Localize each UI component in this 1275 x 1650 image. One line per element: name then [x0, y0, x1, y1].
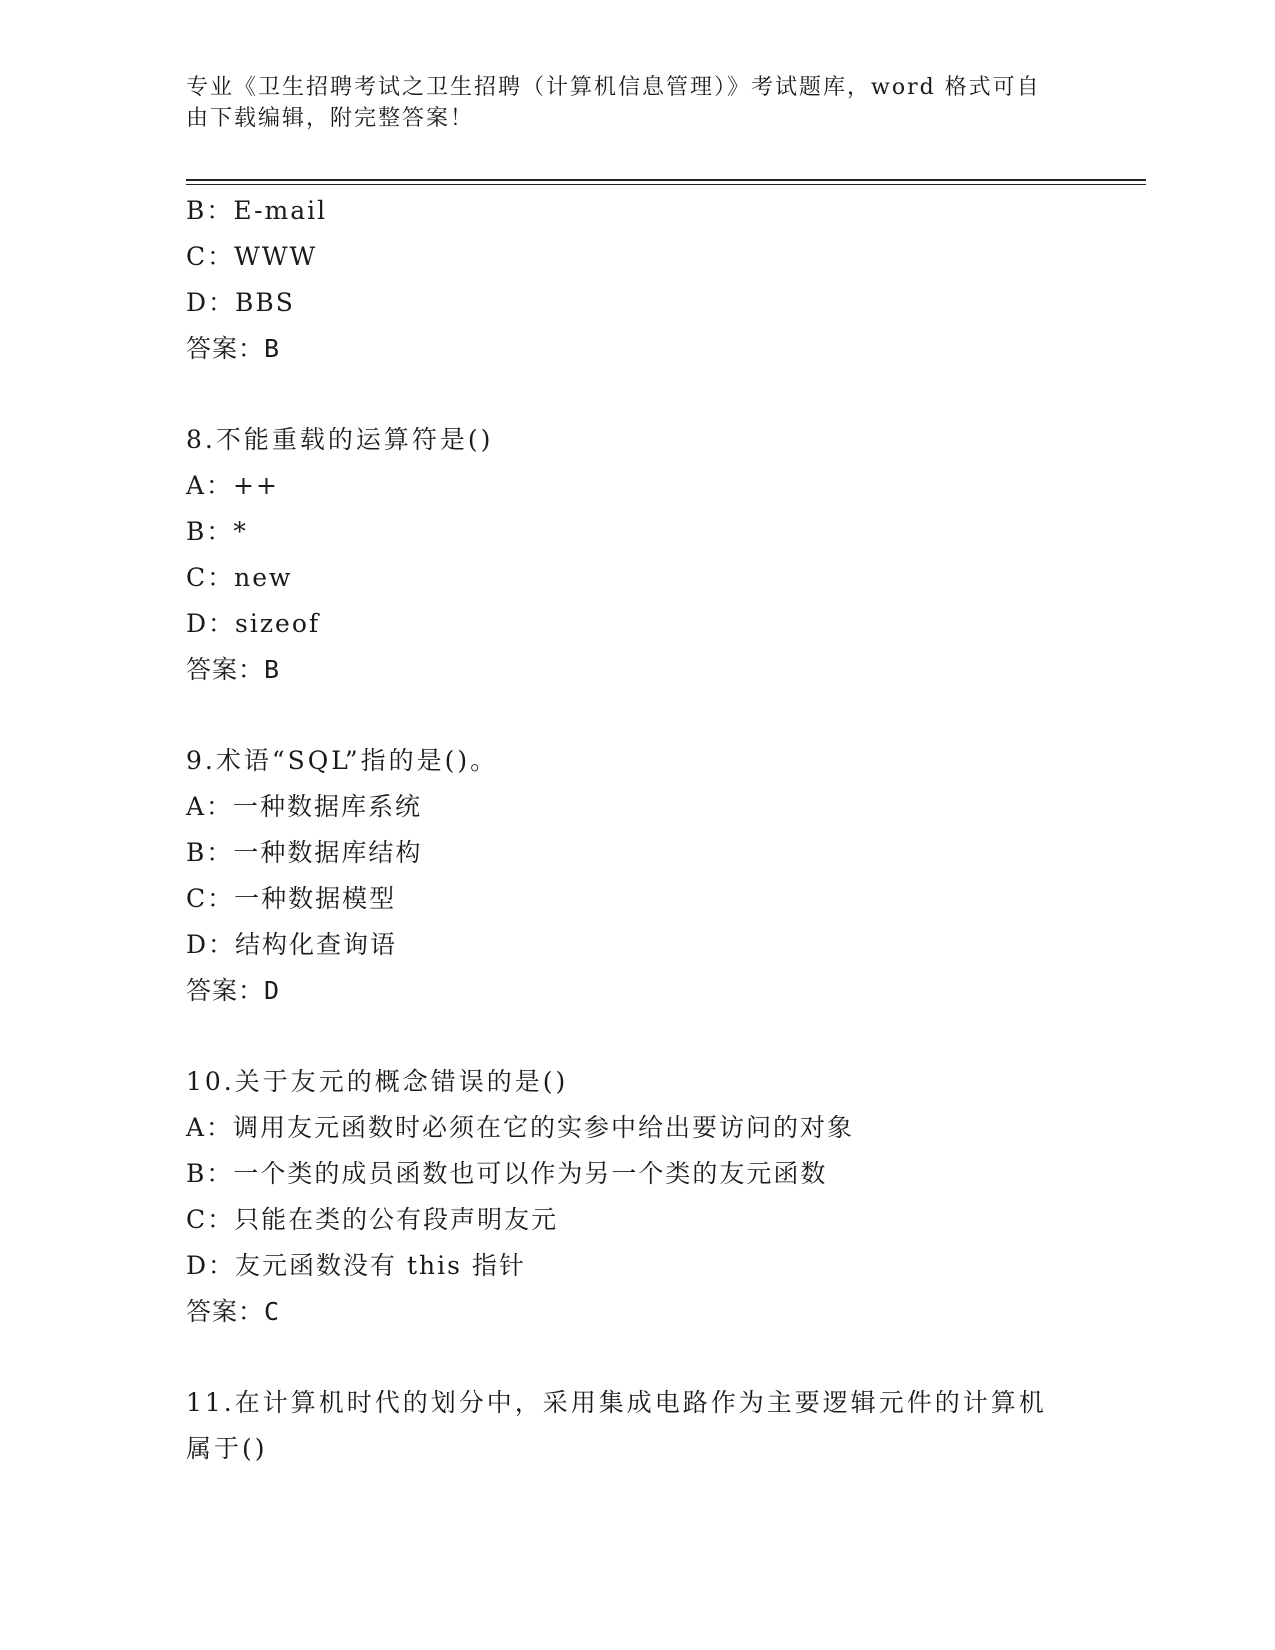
option-c: C：new [186, 563, 293, 592]
question-text-line-1: 11.在计算机时代的划分中，采用集成电路作为主要逻辑元件的计算机 [186, 1388, 1047, 1417]
question-text: 8.不能重载的运算符是() [186, 425, 494, 454]
option-a: A：调用友元函数时必须在它的实参中给出要访问的对象 [186, 1113, 855, 1142]
answer-value: B [264, 334, 281, 363]
answer-value: B [264, 655, 281, 684]
header-line-2: 由下载编辑，附完整答案！ [186, 106, 475, 131]
header-divider-thick [186, 179, 1146, 181]
answer-label: 答案： [186, 1297, 265, 1326]
question-list [186, 188, 1146, 1472]
question-block-9 [186, 738, 1146, 1014]
answer-label: 答案： [186, 976, 265, 1005]
question-text: 9.术语“SQL”指的是()。 [186, 746, 499, 775]
question-block-8 [186, 417, 1146, 693]
question-text-line-2: 属于() [186, 1434, 268, 1463]
option-b: B：一种数据库结构 [186, 838, 423, 867]
answer-value: C [264, 1297, 281, 1326]
option-d: D：BBS [186, 288, 295, 317]
option-c: C：WWW [186, 242, 318, 271]
option-d: D：友元函数没有 this 指针 [186, 1251, 526, 1280]
answer-line [186, 1289, 1146, 1335]
option-d: D：sizeof [186, 609, 321, 638]
option-c: C：一种数据模型 [186, 884, 397, 913]
question-block-11 [186, 1380, 1146, 1472]
answer-line [186, 647, 1146, 693]
answer-label: 答案： [186, 655, 265, 684]
option-a: A：一种数据库系统 [186, 792, 423, 821]
question-block-10 [186, 1059, 1146, 1335]
option-a: A：++ [186, 471, 279, 500]
answer-label: 答案： [186, 334, 265, 363]
header-divider-thin [186, 184, 1146, 185]
header-line-1: 专业《卫生招聘考试之卫生招聘（计算机信息管理）》考试题库，word 格式可自 [186, 75, 1041, 100]
option-c: C：只能在类的公有段声明友元 [186, 1205, 559, 1234]
document-header [186, 72, 1066, 134]
question-block-7-continued [186, 188, 1146, 372]
question-text: 10.关于友元的概念错误的是() [186, 1067, 569, 1096]
option-b: B：* [186, 517, 248, 546]
answer-line [186, 326, 1146, 372]
answer-line [186, 968, 1146, 1014]
option-b: B：E-mail [186, 196, 328, 225]
answer-value: D [264, 976, 281, 1005]
option-b: B：一个类的成员函数也可以作为另一个类的友元函数 [186, 1159, 828, 1188]
option-d: D：结构化查询语 [186, 930, 398, 959]
